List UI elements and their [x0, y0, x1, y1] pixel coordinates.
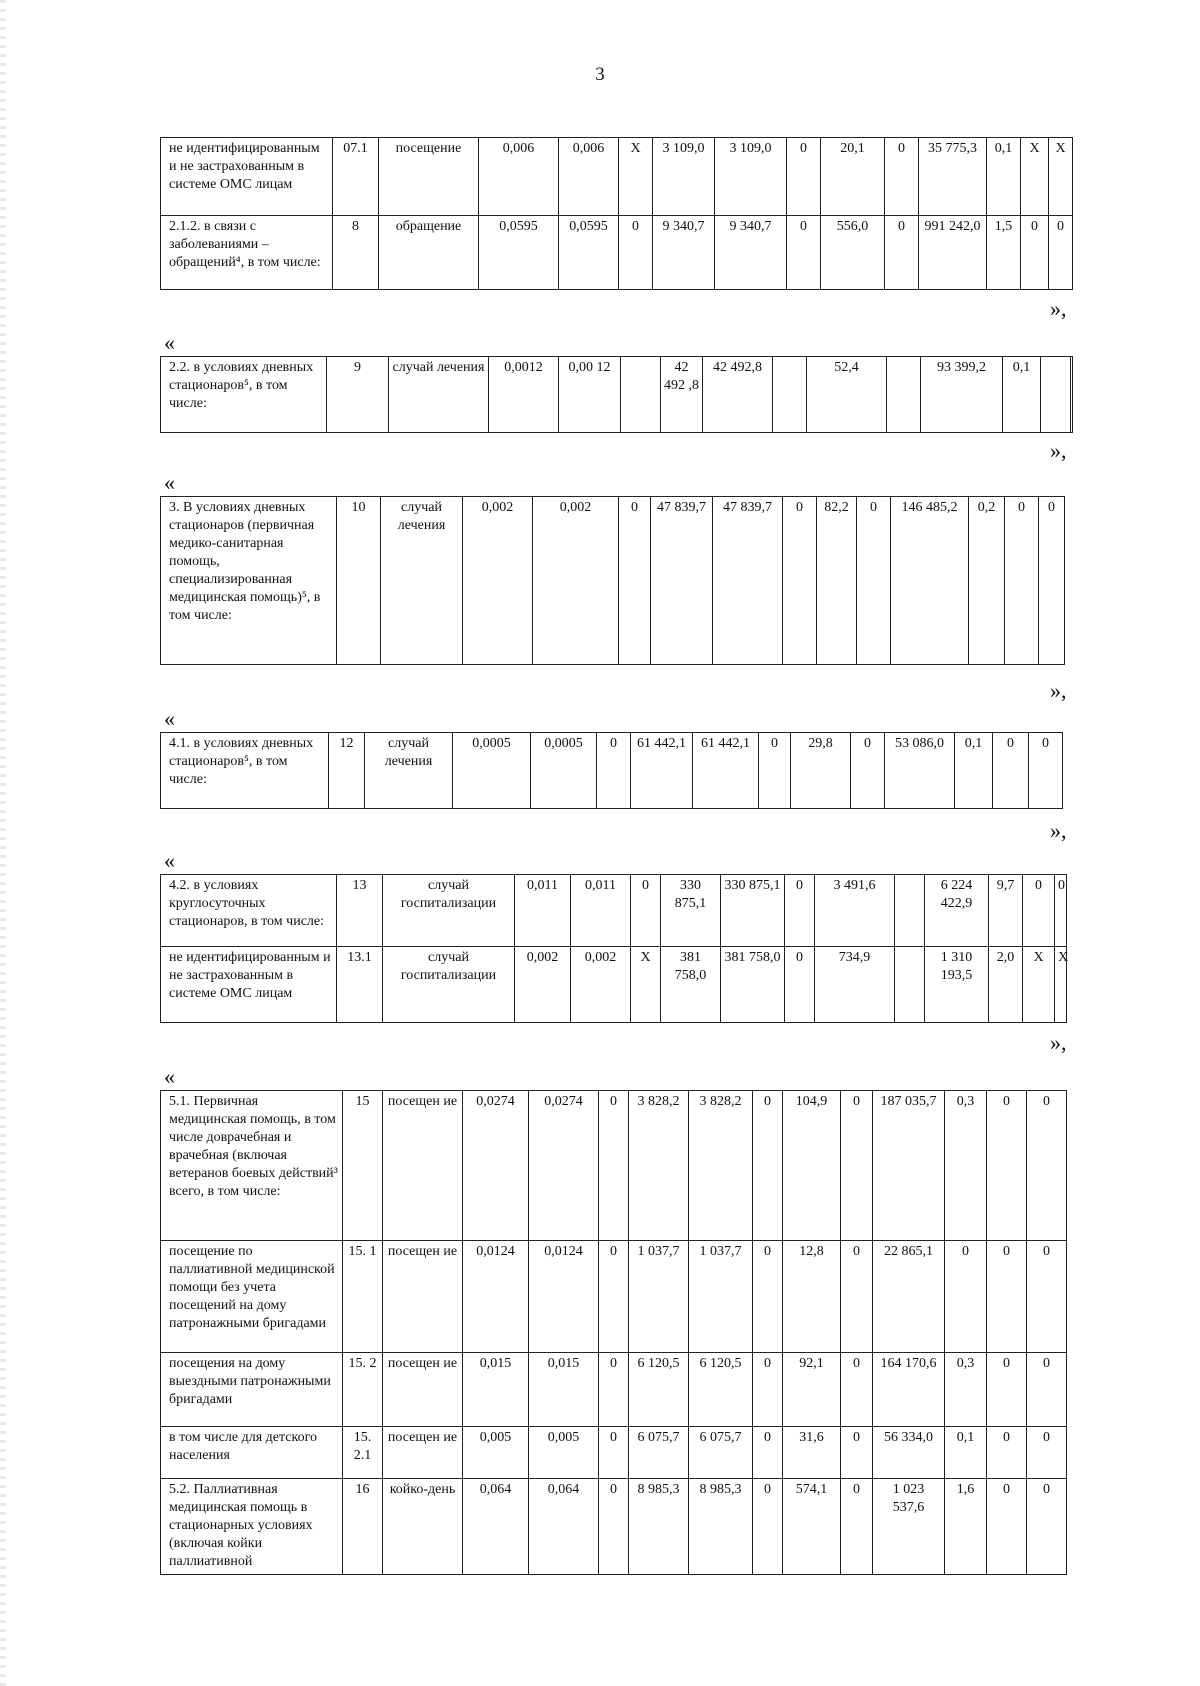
cell: 9 340,7 — [653, 216, 715, 290]
closing-quote: », — [1050, 438, 1067, 463]
cell: 0 — [1027, 1091, 1067, 1241]
cell: Х — [1055, 947, 1067, 1023]
cell: 0,3 — [945, 1353, 987, 1427]
row-label: 4.1. в условиях дневных стационаров⁵, в том числе: — [161, 733, 329, 809]
cell: 0,1 — [955, 733, 993, 809]
cell: 0 — [759, 733, 791, 809]
row-label: посещения на дому выездными патронажными бригадами — [161, 1353, 343, 1427]
cell: 0,1 — [987, 138, 1021, 216]
cell: 187 035,7 — [873, 1091, 945, 1241]
cell — [1071, 357, 1073, 433]
cell: 52,4 — [807, 357, 887, 433]
cell: 0,002 — [533, 497, 619, 665]
cell: 0,0274 — [463, 1091, 529, 1241]
cell: 0 — [599, 1427, 629, 1479]
cell: 0 — [785, 875, 815, 947]
cell: Х — [1023, 947, 1055, 1023]
cell: 0,0005 — [453, 733, 531, 809]
cell: 330 875,1 — [661, 875, 721, 947]
cell: 0,002 — [515, 947, 571, 1023]
cell: 3 109,0 — [653, 138, 715, 216]
cell: 0,015 — [529, 1353, 599, 1427]
cell: 0 — [1027, 1353, 1067, 1427]
cell — [895, 947, 925, 1023]
cell: 0,0124 — [463, 1241, 529, 1353]
cell: 0,2 — [969, 497, 1005, 665]
table-row — [161, 357, 1073, 433]
cell — [621, 357, 661, 433]
cell: 0 — [753, 1479, 783, 1575]
cell: 0 — [851, 733, 885, 809]
cell: 0 — [619, 497, 651, 665]
table-row — [161, 733, 1063, 809]
cell: 1,5 — [987, 216, 1021, 290]
cell: 15 — [343, 1091, 383, 1241]
cell: 20,1 — [821, 138, 885, 216]
cell: 61 442,1 — [631, 733, 693, 809]
cell: 0 — [885, 216, 919, 290]
cell: посещен ие — [383, 1241, 463, 1353]
cell: 8 985,3 — [629, 1479, 689, 1575]
row-label: не идентифицированным и не застрахованным в системе ОМС лицам — [161, 947, 337, 1023]
cell: 0 — [787, 216, 821, 290]
cell: 0 — [841, 1427, 873, 1479]
cell: 0 — [599, 1353, 629, 1427]
cell: 0 — [753, 1091, 783, 1241]
cell: 47 839,7 — [713, 497, 783, 665]
table-row — [161, 216, 1073, 290]
cell: 0,002 — [463, 497, 533, 665]
cell: 15. 2.1 — [343, 1427, 383, 1479]
cell: 0 — [1049, 216, 1073, 290]
cell: 13 — [337, 875, 383, 947]
table-row — [161, 1427, 1067, 1479]
table-segment-5 — [160, 874, 1067, 1023]
table-row — [161, 1479, 1067, 1575]
cell: 8 985,3 — [689, 1479, 753, 1575]
scan-edge — [0, 0, 6, 1686]
page-number: 3 — [595, 64, 605, 85]
row-label: 5.2. Паллиативная медицинская помощь в стационарных условиях (включая койки паллиативной — [161, 1479, 343, 1575]
cell: 330 875,1 — [721, 875, 785, 947]
cell: 42 492 ,8 — [661, 357, 703, 433]
cell — [773, 357, 807, 433]
table-row — [161, 1091, 1067, 1241]
cell: 0 — [1029, 733, 1063, 809]
cell: 0,1 — [945, 1427, 987, 1479]
cell — [1041, 357, 1071, 433]
cell: 0 — [599, 1479, 629, 1575]
cell: 0 — [787, 138, 821, 216]
cell: 0 — [631, 875, 661, 947]
cell: 0,1 — [1003, 357, 1041, 433]
row-label: 4.2. в условиях круглосуточных стационаров, в том числе: — [161, 875, 337, 947]
table-row — [161, 138, 1073, 216]
cell: 22 865,1 — [873, 1241, 945, 1353]
row-label: посещение по паллиативной медицинской помощи без учета посещений на дому патронажными бригадами — [161, 1241, 343, 1353]
cell: 0 — [945, 1241, 987, 1353]
cell: 6 224 422,9 — [925, 875, 989, 947]
closing-quote: », — [1050, 818, 1067, 843]
cell: 0,0005 — [531, 733, 597, 809]
cell: посещен ие — [383, 1353, 463, 1427]
cell: 1 037,7 — [629, 1241, 689, 1353]
cell: 0,011 — [515, 875, 571, 947]
cell: 0 — [993, 733, 1029, 809]
table-segment-6 — [160, 1090, 1067, 1575]
cell: 8 — [333, 216, 379, 290]
table-row — [161, 497, 1065, 665]
cell: 104,9 — [783, 1091, 841, 1241]
cell: 9 340,7 — [715, 216, 787, 290]
row-label: 2.1.2. в связи с заболеваниями – обращений⁴, в том числе: — [161, 216, 333, 290]
cell: 0 — [619, 216, 653, 290]
cell: 1 023 537,6 — [873, 1479, 945, 1575]
cell: 07.1 — [333, 138, 379, 216]
cell — [895, 875, 925, 947]
cell: 31,6 — [783, 1427, 841, 1479]
cell — [887, 357, 921, 433]
cell: 0,002 — [571, 947, 631, 1023]
cell: обращение — [379, 216, 479, 290]
cell: 0 — [987, 1427, 1027, 1479]
cell: 991 242,0 — [919, 216, 987, 290]
table-segment-4 — [160, 732, 1063, 809]
cell: 0 — [987, 1091, 1027, 1241]
cell: койко-день — [383, 1479, 463, 1575]
cell: 0,0124 — [529, 1241, 599, 1353]
cell: 0 — [841, 1091, 873, 1241]
cell: 13.1 — [337, 947, 383, 1023]
cell: 2,0 — [989, 947, 1023, 1023]
cell: 0,0595 — [559, 216, 619, 290]
cell: 381 758,0 — [661, 947, 721, 1023]
cell: 9 — [327, 357, 389, 433]
table-segment-1 — [160, 137, 1073, 290]
row-label: 3. В условиях дневных стационаров (первичная медико-санитарная помощь, специализированная медицинская помощь)⁵, в том числе: — [161, 497, 337, 665]
cell: 0 — [599, 1091, 629, 1241]
row-label: 5.1. Первичная медицинская помощь, в том числе доврачебная и врачебная (включая ветеранов боевых действий³ всего, в том числе: — [161, 1091, 343, 1241]
cell: 0,064 — [529, 1479, 599, 1575]
cell: 0 — [885, 138, 919, 216]
cell: 381 758,0 — [721, 947, 785, 1023]
cell: 15. 1 — [343, 1241, 383, 1353]
cell: 53 086,0 — [885, 733, 955, 809]
row-label: 2.2. в условиях дневных стационаров⁵, в том числе: — [161, 357, 327, 433]
cell: Х — [631, 947, 661, 1023]
cell: случай лечения — [389, 357, 489, 433]
closing-quote: », — [1050, 1030, 1067, 1055]
cell: 6 075,7 — [689, 1427, 753, 1479]
cell: 0 — [1055, 875, 1067, 947]
table-row — [161, 875, 1067, 947]
cell: 6 075,7 — [629, 1427, 689, 1479]
cell: 0 — [987, 1353, 1027, 1427]
cell: 734,9 — [815, 947, 895, 1023]
cell: 0 — [1027, 1241, 1067, 1353]
cell: 0,011 — [571, 875, 631, 947]
opening-quote: « — [164, 848, 175, 873]
table-row — [161, 1241, 1067, 1353]
cell: случай лечения — [365, 733, 453, 809]
cell: 0,005 — [463, 1427, 529, 1479]
cell: 164 170,6 — [873, 1353, 945, 1427]
cell: 0 — [753, 1241, 783, 1353]
cell: 10 — [337, 497, 381, 665]
cell: 47 839,7 — [651, 497, 713, 665]
cell: 0 — [841, 1241, 873, 1353]
cell: 0,3 — [945, 1091, 987, 1241]
cell: 9,7 — [989, 875, 1023, 947]
closing-quote: », — [1050, 678, 1067, 703]
cell: 0 — [599, 1241, 629, 1353]
cell: 61 442,1 — [693, 733, 759, 809]
cell: 92,1 — [783, 1353, 841, 1427]
cell: 0,0595 — [479, 216, 559, 290]
cell: 0,0274 — [529, 1091, 599, 1241]
cell: 0 — [1023, 875, 1055, 947]
cell: Х — [1049, 138, 1073, 216]
opening-quote: « — [164, 706, 175, 731]
cell: 3 491,6 — [815, 875, 895, 947]
cell: 6 120,5 — [689, 1353, 753, 1427]
cell: 574,1 — [783, 1479, 841, 1575]
cell: 0,005 — [529, 1427, 599, 1479]
cell: 0 — [1027, 1479, 1067, 1575]
cell: случай лечения — [381, 497, 463, 665]
cell: Х — [619, 138, 653, 216]
cell: 556,0 — [821, 216, 885, 290]
cell: 3 109,0 — [715, 138, 787, 216]
cell: случай госпитализации — [383, 947, 515, 1023]
cell: 35 775,3 — [919, 138, 987, 216]
table-segment-2 — [160, 356, 1073, 433]
cell: 0 — [1005, 497, 1039, 665]
cell: 0,015 — [463, 1353, 529, 1427]
cell: 1 037,7 — [689, 1241, 753, 1353]
cell: 1,6 — [945, 1479, 987, 1575]
table-segment-3 — [160, 496, 1065, 665]
closing-quote: », — [1050, 296, 1067, 321]
cell: 146 485,2 — [891, 497, 969, 665]
cell: посещен ие — [383, 1427, 463, 1479]
cell: Х — [1021, 138, 1049, 216]
cell: 0,064 — [463, 1479, 529, 1575]
cell: 56 334,0 — [873, 1427, 945, 1479]
cell: посещен ие — [383, 1091, 463, 1241]
cell: посещение — [379, 138, 479, 216]
cell: 16 — [343, 1479, 383, 1575]
cell: 82,2 — [817, 497, 857, 665]
cell: 29,8 — [791, 733, 851, 809]
table-row — [161, 947, 1067, 1023]
table-row — [161, 1353, 1067, 1427]
cell: 0 — [1027, 1427, 1067, 1479]
cell: 3 828,2 — [689, 1091, 753, 1241]
cell: 0 — [783, 497, 817, 665]
cell: 0 — [785, 947, 815, 1023]
cell: 93 399,2 — [921, 357, 1003, 433]
cell: 0,00 12 — [559, 357, 621, 433]
cell: 0 — [857, 497, 891, 665]
cell: 0,006 — [559, 138, 619, 216]
cell: 42 492,8 — [703, 357, 773, 433]
cell: 0 — [753, 1427, 783, 1479]
cell: 3 828,2 — [629, 1091, 689, 1241]
cell: 0 — [987, 1479, 1027, 1575]
cell: 1 310 193,5 — [925, 947, 989, 1023]
cell: 0 — [597, 733, 631, 809]
cell: 12 — [329, 733, 365, 809]
row-label: в том числе для детского населения — [161, 1427, 343, 1479]
row-label: не идентифицированным и не застрахованным в системе ОМС лицам — [161, 138, 333, 216]
cell: 6 120,5 — [629, 1353, 689, 1427]
cell: 0 — [1021, 216, 1049, 290]
cell: 0 — [1039, 497, 1065, 665]
opening-quote: « — [164, 330, 175, 355]
opening-quote: « — [164, 1064, 175, 1089]
cell: 12,8 — [783, 1241, 841, 1353]
cell: 15. 2 — [343, 1353, 383, 1427]
cell: 0 — [987, 1241, 1027, 1353]
opening-quote: « — [164, 470, 175, 495]
cell: случай госпитализации — [383, 875, 515, 947]
cell: 0 — [841, 1353, 873, 1427]
cell: 0 — [841, 1479, 873, 1575]
cell: 0,0012 — [489, 357, 559, 433]
cell: 0 — [753, 1353, 783, 1427]
cell: 0,006 — [479, 138, 559, 216]
